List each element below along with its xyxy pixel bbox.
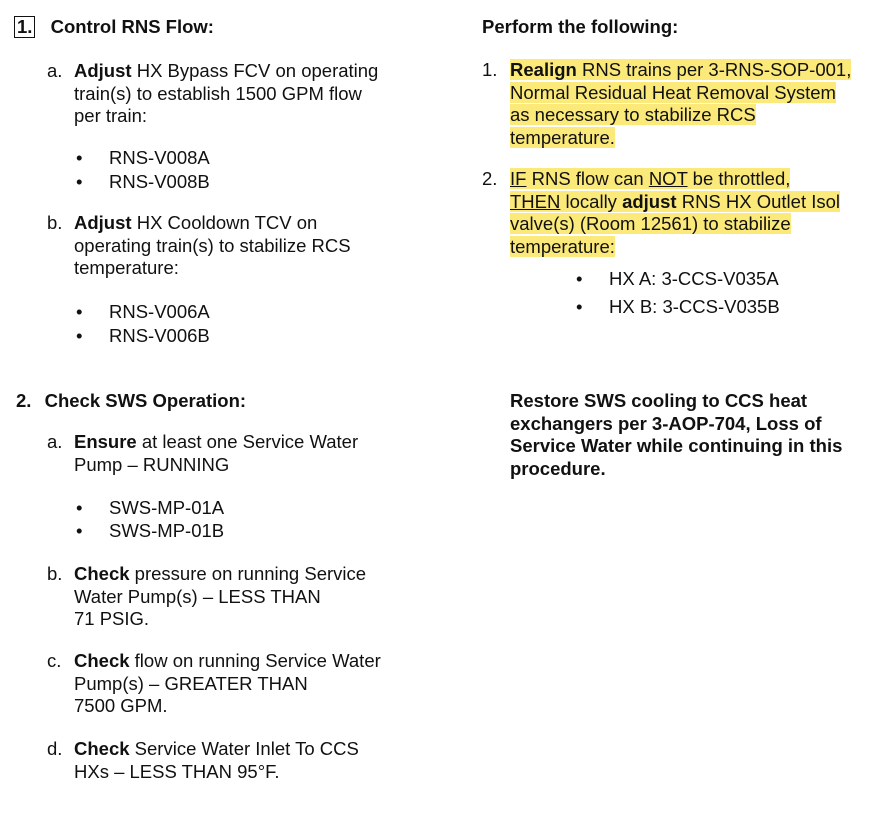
step2-d-letter: d. <box>47 738 63 759</box>
bullet-icon: • <box>76 325 83 346</box>
step1-response-1 <box>482 59 892 149</box>
step1-a-verb: Adjust <box>74 60 132 81</box>
step2-c-verb: Check <box>74 650 130 671</box>
response2-then: THEN <box>510 190 561 212</box>
step1-b-verb: Adjust <box>74 212 132 233</box>
step2-response-line2: exchangers per 3-AOP-704, Loss of <box>510 412 822 434</box>
response1-line1: RNS trains per 3-RNS-SOP-001, <box>576 59 852 80</box>
response2-number: 2. <box>482 168 498 189</box>
step2-b-line3: 71 PSIG. <box>74 608 150 629</box>
step2-c <box>47 650 447 718</box>
step2-a-bullet-1 <box>76 497 225 520</box>
step1-header <box>14 16 214 39</box>
step2-b-verb: Check <box>74 563 130 584</box>
step2-c-line2: Pump(s) – GREATER THAN <box>74 672 308 694</box>
response2-line2-end: RNS HX Outlet Isol <box>676 190 841 212</box>
step1-title: Control RNS Flow: <box>50 16 214 37</box>
response2-bullet-1 <box>576 268 779 291</box>
step1-a-bullet-1 <box>76 147 210 170</box>
step1-response-2 <box>482 168 892 258</box>
bullet-icon: • <box>76 301 83 322</box>
step1-number: 1. <box>14 16 35 38</box>
response1-verb: Realign <box>510 59 577 80</box>
response1-number: 1. <box>482 59 498 80</box>
bullet-icon: • <box>76 147 83 168</box>
step1-a-bullet-2 <box>76 171 210 194</box>
step2-title: Check SWS Operation: <box>44 390 247 411</box>
step2-d-line1: Service Water Inlet To CCS <box>129 738 359 759</box>
step1-a <box>47 60 447 128</box>
step2-number: 2. <box>16 390 32 411</box>
step2-header <box>16 390 246 413</box>
step2-d-verb: Check <box>74 738 130 759</box>
step2-a-verb: Ensure <box>74 431 137 452</box>
bullet-icon: • <box>576 296 583 317</box>
bullet-icon: • <box>576 268 583 289</box>
response2-line3: valve(s) (Room 12561) to stabilize <box>510 213 791 234</box>
step2-c-line3: 7500 GPM. <box>74 695 168 716</box>
step1-a-line3: per train: <box>74 105 148 126</box>
bullet-icon: • <box>76 520 83 541</box>
response2-verb: adjust <box>622 190 677 212</box>
step1-b-line1: HX Cooldown TCV on <box>131 212 318 233</box>
step2-a-line1: at least one Service Water <box>136 431 359 452</box>
step2-response-line1: Restore SWS cooling to CCS heat <box>510 390 808 411</box>
step1-a-line2: train(s) to establish 1500 GPM flow <box>74 82 362 104</box>
response1-line4: temperature. <box>510 126 615 148</box>
step2-response-line3: Service Water while continuing in this <box>510 435 843 456</box>
response1-line3: as necessary to stabilize RCS <box>510 104 756 125</box>
step2-b-letter: b. <box>47 563 63 584</box>
response2-line2-mid: locally <box>560 190 623 212</box>
step1-b-bullet-1-text: RNS-V006A <box>109 301 210 322</box>
response2-bullet-2 <box>576 296 780 319</box>
step1-a-bullet-1-text: RNS-V008A <box>109 147 210 168</box>
step1-b-bullet-2 <box>76 325 210 348</box>
step2-d-line2: HXs – LESS THAN 95°F. <box>74 760 280 782</box>
step1-b-letter: b. <box>47 212 63 233</box>
step1-b-line2: operating train(s) to stabilize RCS <box>74 234 351 256</box>
response2-bullet-1-text: HX A: 3-CCS-V035A <box>609 268 779 289</box>
step2-a-bullet-2 <box>76 520 225 543</box>
bullet-icon: • <box>76 497 83 518</box>
step1-b-line3: temperature: <box>74 257 179 278</box>
step2-a <box>47 431 447 476</box>
step2-b-line1: pressure on running Service <box>129 563 367 584</box>
step2-a-line2: Pump – RUNNING <box>74 453 230 475</box>
step2-a-bullet-1-text: SWS-MP-01A <box>109 497 225 518</box>
step1-b-bullet-2-text: RNS-V006B <box>109 325 210 346</box>
response2-line4: temperature: <box>510 235 615 257</box>
step2-d <box>47 738 447 783</box>
step1-a-line1: HX Bypass FCV on operating <box>131 60 379 81</box>
step2-b <box>47 563 447 631</box>
step2-c-letter: c. <box>47 650 62 671</box>
bullet-icon: • <box>76 171 83 192</box>
response2-line1-end: be throttled, <box>687 168 791 189</box>
step2-c-line1: flow on running Service Water <box>129 650 381 671</box>
response2-bullet-2-text: HX B: 3-CCS-V035B <box>609 296 780 317</box>
step2-a-letter: a. <box>47 431 63 452</box>
step1-a-bullet-2-text: RNS-V008B <box>109 171 210 192</box>
response2-line1: RNS flow can <box>526 168 649 189</box>
step2-response <box>510 390 890 480</box>
response2-if: IF <box>510 168 527 189</box>
step1-response-header: Perform the following: <box>482 16 679 37</box>
response2-not: NOT <box>648 168 688 189</box>
step2-response-line4: procedure. <box>510 457 606 479</box>
step1-a-letter: a. <box>47 60 63 81</box>
step1-b-bullet-1 <box>76 301 210 324</box>
step2-a-bullet-2-text: SWS-MP-01B <box>109 520 225 541</box>
step2-b-line2: Water Pump(s) – LESS THAN <box>74 585 321 607</box>
step1-b <box>47 212 447 280</box>
response1-line2: Normal Residual Heat Removal System <box>510 81 836 103</box>
